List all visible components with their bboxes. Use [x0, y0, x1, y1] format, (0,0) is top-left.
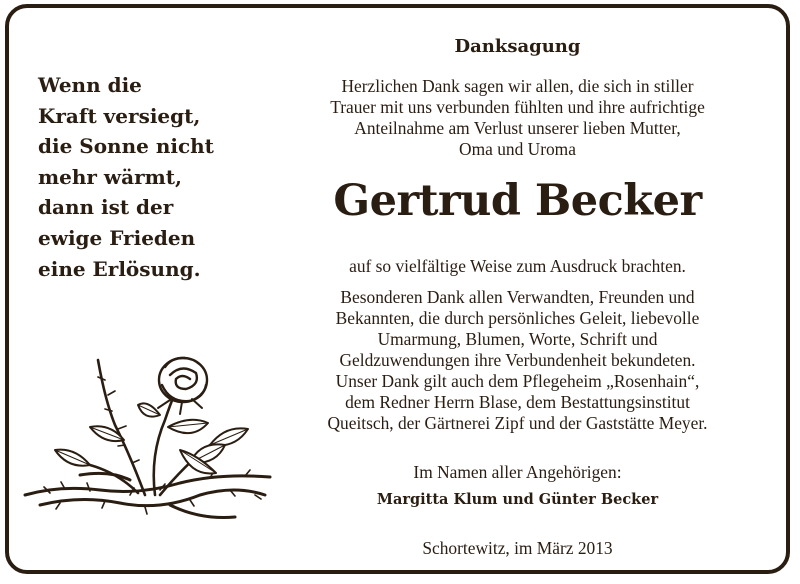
poem-line: ewige Frieden: [38, 225, 196, 250]
notice-title: Danksagung: [454, 36, 581, 57]
signers: Margitta Klum und Günter Becker: [376, 491, 659, 508]
thanks-line: Umarmung, Blumen, Worte, Schrift und: [377, 329, 658, 349]
after-name-line: auf so vielfältige Weise zum Ausdruck brachten.: [349, 256, 686, 276]
poem-line: eine Erlösung.: [38, 256, 201, 281]
thanks-line: Geldzuwendungen ihre Verbundenheit bekundeten.: [339, 350, 696, 370]
thanks-line: Queitsch, der Gärtnerei Zipf und der Gaststätte Meyer.: [327, 413, 708, 433]
poem-line: mehr wärmt,: [38, 164, 183, 189]
poem-line: die Sonne nicht: [38, 134, 214, 159]
poem: [38, 70, 278, 284]
intro-line: Oma und Uroma: [459, 139, 576, 159]
thanks-line: Besonderen Dank allen Verwandten, Freunden und: [340, 287, 695, 307]
intro-line: Herzlichen Dank sagen wir allen, die sich in stiller: [341, 76, 694, 96]
poem-line: Wenn die: [38, 73, 142, 97]
on-behalf-line: Im Namen aller Angehörigen:: [413, 462, 622, 482]
thanks-line: dem Redner Herrn Blase, dem Bestattungsinstitut: [345, 392, 690, 412]
poem-line: dann ist der: [38, 195, 174, 220]
thanks-line: Bekannten, die durch persönliches Geleit, liebevolle: [335, 308, 700, 328]
place-date: Schortewitz, im März 2013: [422, 538, 613, 558]
intro-paragraph: [270, 76, 765, 160]
rose-icon: [20, 345, 275, 540]
thanks-paragraph: [270, 287, 765, 434]
thanks-line: Unser Dank gilt auch dem Pflegeheim „Rosenhain“,: [335, 371, 700, 391]
intro-line: Anteilnahme am Verlust unserer lieben Mutter,: [354, 118, 681, 138]
intro-line: Trauer mit uns verbunden fühlten und ihre aufrichtige: [330, 97, 705, 117]
deceased-name: Gertrud Becker: [333, 176, 702, 226]
poem-line: Kraft versiegt,: [38, 103, 201, 128]
